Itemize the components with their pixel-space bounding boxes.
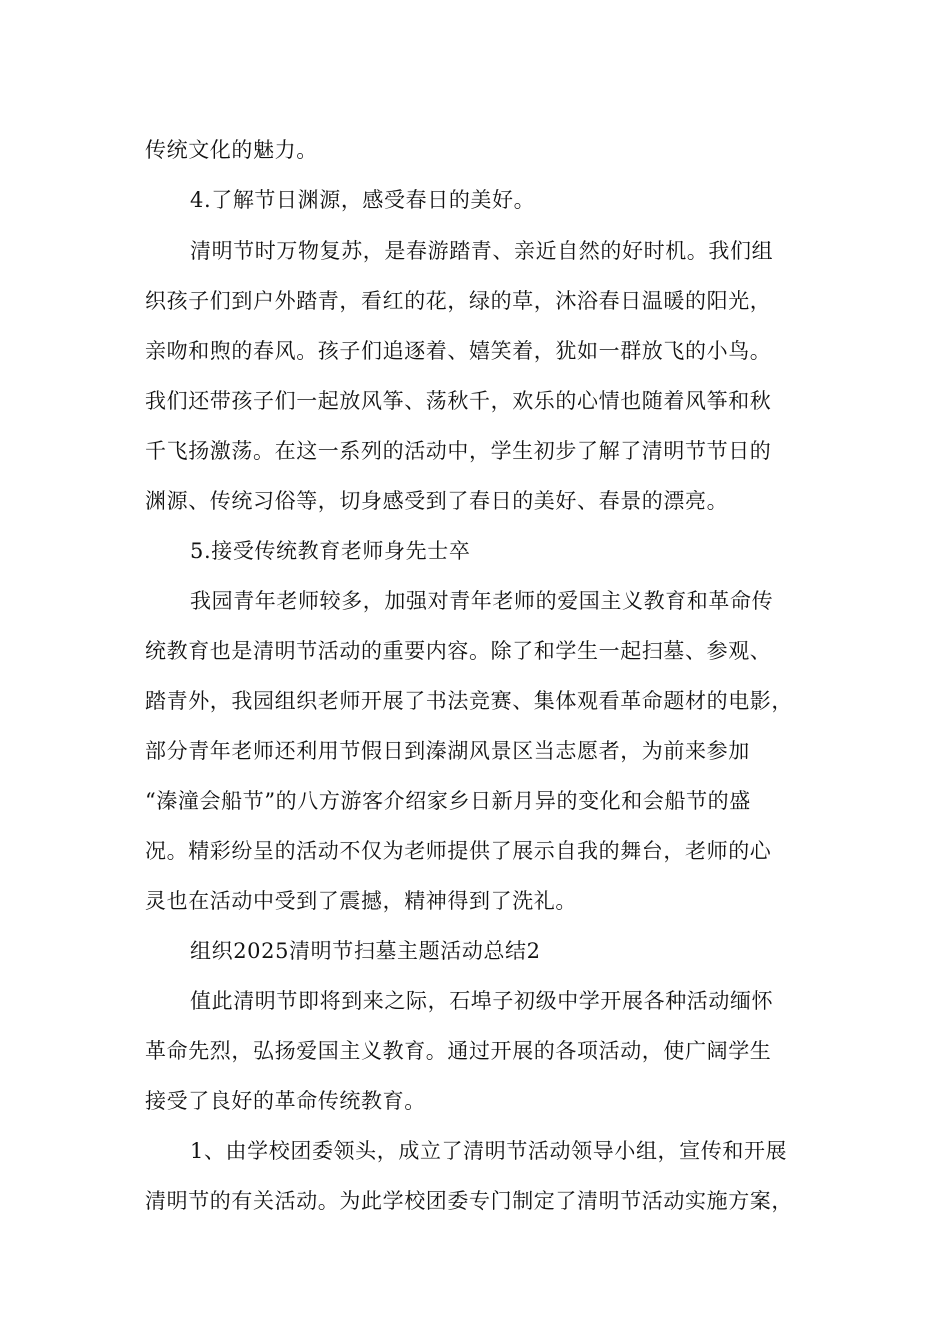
- paragraph-line: 况。精彩纷呈的活动不仅为老师提供了展示自我的舞台，老师的心: [145, 839, 772, 863]
- paragraph-line: 部分青年老师还利用节假日到溱湖风景区当志愿者，为前来参加: [145, 739, 750, 763]
- paragraph-line: 踏青外，我园组织老师开展了书法竞赛、集体观看革命题材的电影，: [145, 689, 793, 713]
- paragraph-line: “溱潼会船节”的八方游客介绍家乡日新月异的变化和会船节的盛: [145, 789, 751, 813]
- paragraph-line: 统教育也是清明节活动的重要内容。除了和学生一起扫墓、参观、: [145, 639, 772, 663]
- text-line: 传统文化的魅力。: [145, 138, 318, 162]
- paragraph-line: 灵也在活动中受到了震撼，精神得到了洗礼。: [145, 889, 577, 913]
- paragraph-line: 千飞扬激荡。在这一系列的活动中，学生初步了解了清明节节日的: [145, 439, 772, 463]
- paragraph-line: 我们还带孩子们一起放风筝、荡秋千，欢乐的心情也随着风筝和秋: [145, 389, 772, 413]
- paragraph-line: 清明节时万物复苏，是春游踏青、亲近自然的好时机。我们组: [190, 239, 774, 263]
- paragraph-line: 织孩子们到户外踏青，看红的花，绿的草，沐浴春日温暖的阳光，: [145, 289, 772, 313]
- paragraph-line: 革命先烈，弘扬爱国主义教育。通过开展的各项活动，使广阔学生: [145, 1039, 772, 1063]
- paragraph-line: 清明节的有关活动。为此学校团委专门制定了清明节活动实施方案，: [145, 1189, 793, 1213]
- section-heading-5: 5.接受传统教育老师身先士卒: [190, 539, 471, 563]
- summary-title: 组织2025清明节扫墓主题活动总结2: [190, 939, 541, 963]
- paragraph-line: 值此清明节即将到来之际，石埠子初级中学开展各种活动缅怀: [190, 989, 774, 1013]
- paragraph-line: 1、由学校团委领头，成立了清明节活动领导小组，宣传和开展: [190, 1139, 788, 1163]
- section-heading-4: 4.了解节日渊源，感受春日的美好。: [190, 188, 536, 212]
- paragraph-line: 渊源、传统习俗等，切身感受到了春日的美好、春景的漂亮。: [145, 489, 729, 513]
- paragraph-line: 我园青年老师较多，加强对青年老师的爱国主义教育和革命传: [190, 589, 774, 613]
- paragraph-line: 亲吻和煦的春风。孩子们追逐着、嬉笑着，犹如一群放飞的小鸟。: [145, 339, 772, 363]
- paragraph-line: 接受了良好的革命传统教育。: [145, 1089, 426, 1113]
